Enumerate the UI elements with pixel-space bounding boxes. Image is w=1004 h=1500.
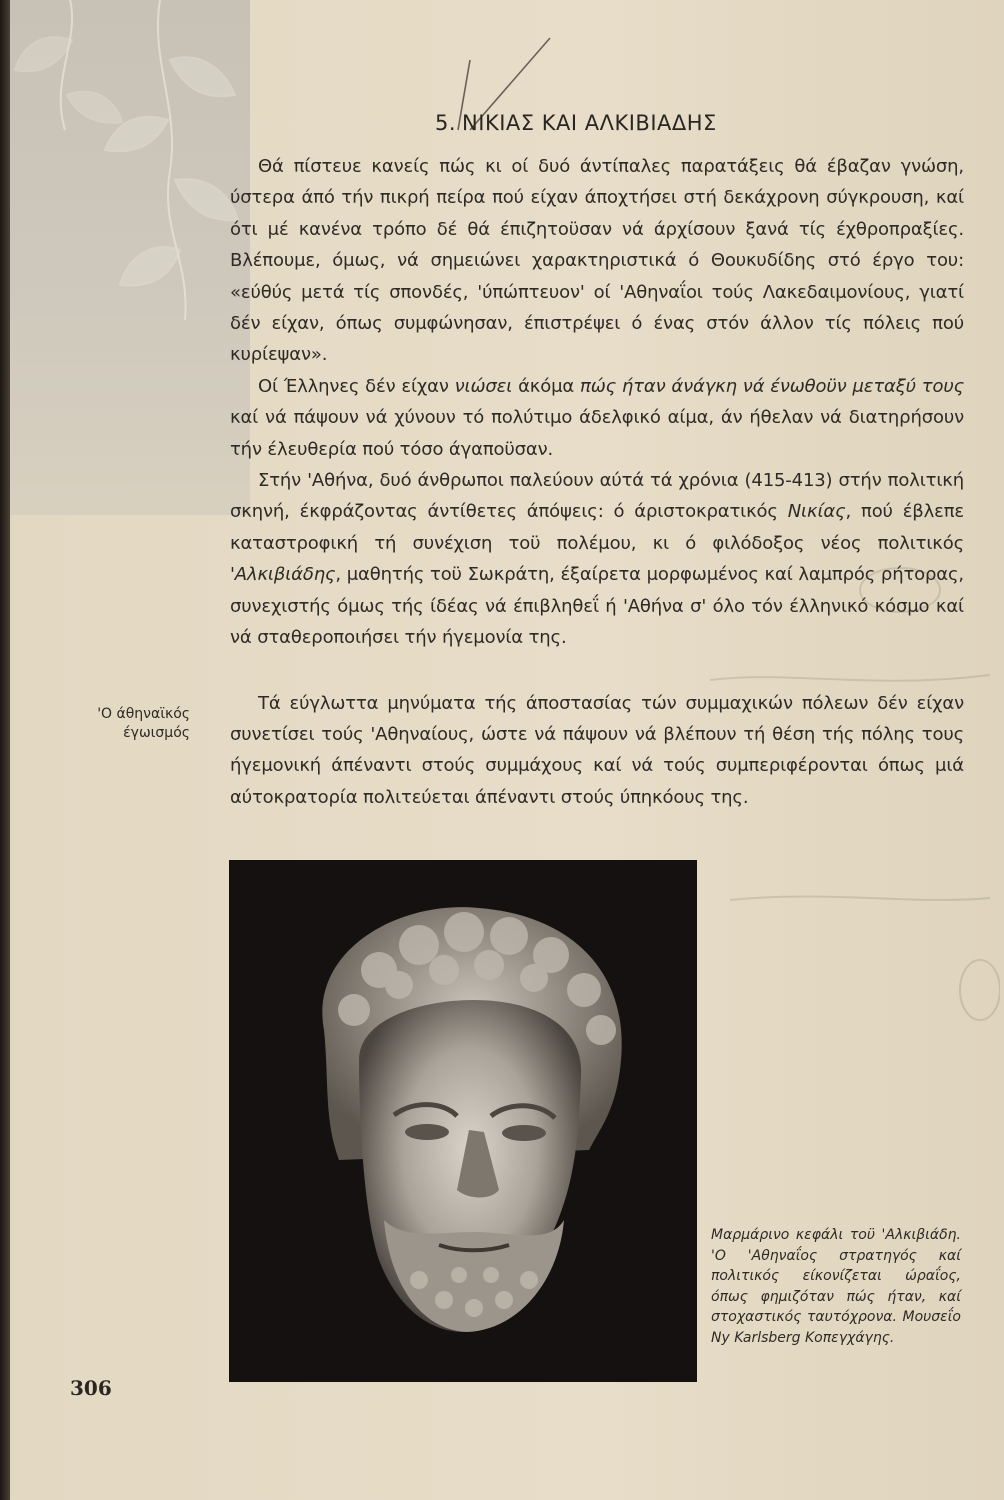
paragraph-3-text-c: , μαθητής τοϋ Σωκράτη, έξαίρετα μορφωμένος καί λαμπρός ρήτορας, συνεχιστής όμως τής ίδέας νά έπιβληθεΐ ή 'Αθήνα σ' όλο τόν έλληνικό κόσμο καί νά σταθεροποιήσει τήν ήγεμονία της. — [230, 564, 964, 649]
paragraph-1: Θά πίστευε κανείς πώς κι οί δυό άντίπαλες παρατάξεις θά έβαζαν γνώση, ύστερα άπό τήν πικρή πείρα πού είχαν άποχτήσει στή δεκάχρονη σύγκρουση, καί ότι μέ κανένα τρόπο δέ θά έπιζητοϋσαν νά άρχίσουν ξανά τίς έχθροπραξίες. Βλέπουμε, όμως, νά σημειώνει χαρακτηριστικά ό Θουκυδίδης στό έργο του: «εύθύς μετά τίς σπονδές, 'ύπώπτευον' οί 'Αθηναΐοι τούς Λακεδαιμονίους, γιατί δέν είχαν, όπως συμφώνησαν, έπιστρέψει ό ένας στόν άλλον τίς πόλεις πού κυρίεψαν». — [230, 156, 964, 366]
paragraph-2-text-a: Οί Έλληνες δέν είχαν — [258, 375, 455, 397]
photo-caption: Μαρμάρινο κεφάλι τοϋ 'Αλκιβιάδη. 'Ο 'Αθηναΐος στρατηγός καί πολιτικός είκονίζεται ώραΐος, όπως φημιζόταν πώς ήταν, καί στοχαστικός ταυτόχρονα. Μουσεΐο Ny Karlsberg Κοπεγχάγης. — [711, 1227, 961, 1346]
paragraph-3-emphasis-nikias: Νικίας — [787, 501, 846, 523]
decorative-leaf-panel — [10, 0, 250, 515]
page-number: 306 — [70, 1376, 112, 1400]
paragraph-3-emphasis-alkibiadis: 'Αλκιβιάδης — [230, 564, 336, 586]
marble-head-photo — [229, 860, 697, 1382]
marble-bust-image — [229, 860, 697, 1382]
paragraph-4: Τά εύγλωττα μηνύματα τής άποστασίας τών συμμαχικών πόλεων δέν είχαν συνετίσει τούς 'Αθηναίους, ώστε νά πάψουν νά βλέπουν τή θέση τής πόλης τους ήγεμονική άπέναντι στούς συμμάχους καί νά τούς συμπεριφέρονται όπως μιά αύτοκρατορία πολιτεύεται άπέναντι στούς ύπηκόους της. — [230, 692, 964, 808]
paragraph-2-text-c: καί νά πάψουν νά χύνουν τό πολύτιμο άδελφικό αίμα, άν ήθελαν νά διατηρήσουν τήν έλευθερία πού τόσο άγαποϋσαν. — [230, 407, 964, 460]
section-title: ΝΙΚΙΑΣ ΚΑΙ ΑΛΚΙΒΙΑΔΗΣ — [462, 111, 717, 135]
leaf-pattern-icon — [10, 0, 250, 515]
section-heading — [435, 111, 835, 141]
margin-note — [60, 705, 190, 743]
paragraph-3-text-b: , πού έβλεπε καταστροφική τή συνέχιση τοϋ πολέμου, κι ό φιλόδοξος νέος πολιτικός — [230, 501, 964, 554]
paragraph-2-emphasis-2: πώς ήταν άνάγκη νά ένωθοϋν μεταξύ τους — [580, 375, 964, 397]
paragraph-2-text-b: άκόμα — [512, 375, 581, 397]
page-binding-edge — [0, 0, 10, 1500]
paragraph-3 — [230, 465, 964, 653]
section-number: 5. — [435, 111, 457, 135]
paragraph-2-emphasis-1: νιώσει — [454, 375, 513, 397]
paragraph-3-text-a: Στήν 'Αθήνα, δυό άνθρωποι παλεύουν αύτά τά χρόνια (415-413) στήν πολιτική σκηνή, έκφράζοντας άντίθετες άπόψεις: ό άριστοκρατικός — [230, 470, 964, 523]
paragraph-2 — [230, 371, 964, 465]
margin-note-line-2: έγωισμός — [123, 725, 190, 741]
margin-note-line-1: 'Ο άθηναϊκός — [97, 706, 190, 722]
body-text — [230, 151, 964, 813]
